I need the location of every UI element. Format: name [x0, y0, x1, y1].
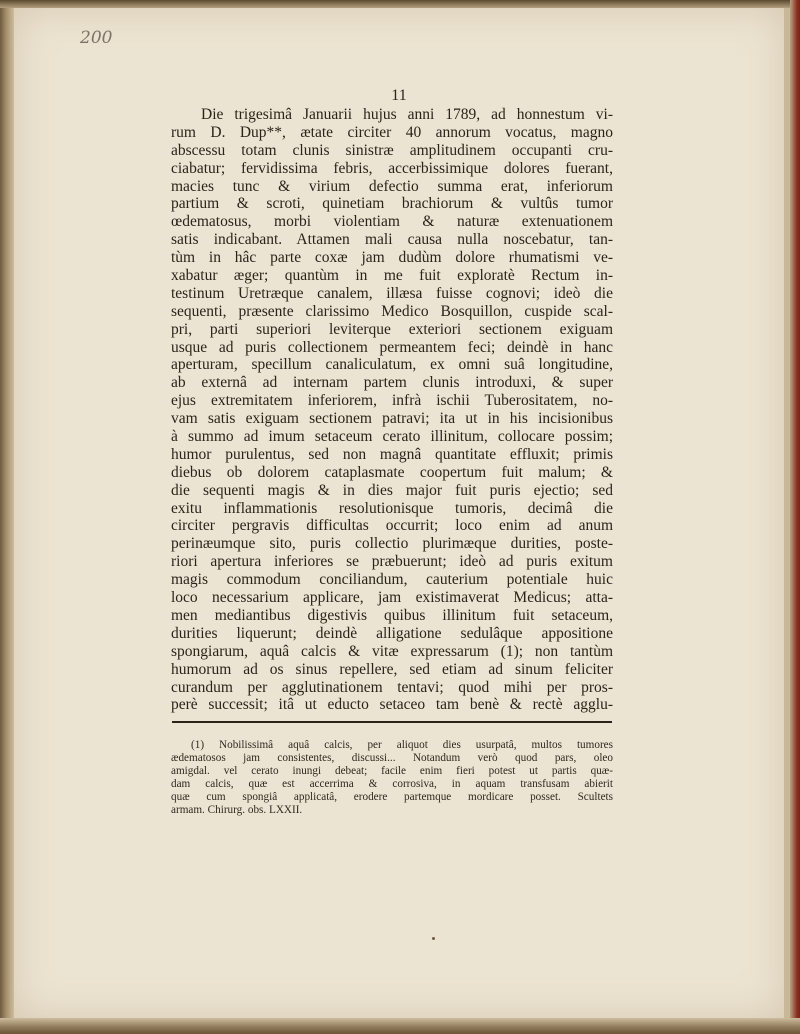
book-edge-right	[790, 0, 800, 1034]
paper-speck	[432, 937, 435, 940]
book-edge-top	[0, 0, 800, 8]
book-edge-bottom	[0, 1018, 800, 1034]
text-line: riori apertura inferiores se præbuerunt; ideò ad puris exitum	[171, 553, 613, 571]
text-line: die sequenti magis & in dies major fuit puris ejectio; sed	[171, 481, 613, 499]
text-line: abscessu totam clunis sinistræ amplitudinem occupanti cru-	[171, 141, 613, 159]
text-line: testinum Uretræque canalem, illæsa fuisse cognovi; ideò die	[171, 284, 613, 302]
main-text-block	[171, 106, 613, 714]
page-number: 11	[391, 87, 407, 104]
text-line: circiter pergravis difficultas occurrit; loco enim ad anum	[171, 517, 613, 535]
text-line: humorum ad os sinus repellere, sed etiam ad sinum feliciter	[171, 660, 613, 678]
text-line: œdematosus, morbi violentiam & naturæ extenuationem	[171, 213, 613, 231]
text-line: humor purulentus, sed non magnâ quantitate effluxit; primis	[171, 445, 613, 463]
text-line: satis indicabant. Attamen mali causa nulla noscebatur, tan-	[171, 231, 613, 249]
text-line: durities liquerunt; deindè alligatione sedulâque appositione	[171, 624, 613, 642]
text-line: ciabatur; fervidissima febris, accerbissimique dolores fuerant,	[171, 159, 613, 177]
text-line: ab externâ ad internam partem clunis introduxi, & super	[171, 374, 613, 392]
footnote-block	[171, 739, 613, 817]
text-line: perinæumque sito, puris collectio plurimæque durities, poste-	[171, 535, 613, 553]
text-line: men mediantibus digestivis quibus illinitum fuit setaceum,	[171, 606, 613, 624]
text-line: macies tunc & virium defectio summa erat, inferiorum	[171, 177, 613, 195]
text-line: sequenti, præsente clarissimo Medico Bosquillon, cuspide scal-	[171, 302, 613, 320]
text-line: pri, parti superiori leviterque exteriori sectionem exiguam	[171, 320, 613, 338]
book-binding-left	[0, 0, 14, 1034]
text-line: spongiarum, aquâ calcis & vitæ expressarum (1); non tantùm	[171, 642, 613, 660]
footnote-line: amigdal. vel cerato inungi debeat; facile enim fieri potest ut partis quæ-	[171, 765, 613, 777]
text-line: ejus extremitatem inferiorem, infrà ischii Tuberositatem, no-	[171, 392, 613, 410]
text-line: tùm in hâc parte coxæ jam dudùm dolore rhumatismi ve-	[171, 249, 613, 267]
text-line: Die trigesimâ Januarii hujus anni 1789, ad honnestum vi-	[201, 106, 613, 123]
footnote-line: quæ cum spongiâ applicatâ, erodere partemque mordicare posset. Scultets	[171, 791, 613, 803]
footnote-line: dam calcis, quæ est accerrima & corrosiva, in aquam transfusam abierit	[171, 778, 613, 790]
text-line: partium & scroti, quinetiam brachiorum & vultûs tumor	[171, 195, 613, 213]
handwritten-margin-mark: 200	[80, 28, 113, 48]
text-line: loco necessarium applicare, jam existimaverat Medicus; atta-	[171, 589, 613, 607]
text-line: xabatur æger; quantùm in me fuit exploratè Rectum in-	[171, 267, 613, 285]
footnote-line: (1) Nobilissimâ aquâ calcis, per aliquot dies usurpatâ, multos tumores	[191, 739, 613, 751]
text-line: aperturam, specillum canaliculatum, ex omni suâ longitudine,	[171, 356, 613, 374]
text-line: rum D. Dup**, ætate circiter 40 annorum vocatus, magno	[171, 123, 613, 141]
text-line: à summo ad imum setaceum cerato illinitum, collocare possim;	[171, 428, 613, 446]
text-line: diebus ob dolorem cataplasmate coopertum fuit malum; &	[171, 463, 613, 481]
text-line: usque ad puris collectionem permeantem feci; deindè in hanc	[171, 338, 613, 356]
text-line: magis commodum conciliandum, cauterium potentiale huic	[171, 571, 613, 589]
text-line: curandum per agglutinationem tentavi; quod mihi per pros-	[171, 678, 613, 696]
text-line: exitu inflammationis resolutionisque tumoris, decimâ die	[171, 499, 613, 517]
footnote-line: ædematosos jam consistentes, discussi... Notandum verò quod pars, oleo	[171, 752, 613, 764]
book-page	[14, 8, 784, 1018]
text-line: perè successit; itâ ut educto setaceo tam benè & rectè agglu-	[171, 696, 613, 714]
text-line: vam satis exiguam sectionem patravi; ita ut in his incisionibus	[171, 410, 613, 428]
footnote-separator-rule	[172, 721, 612, 723]
footnote-line: armam. Chirurg. obs. LXXII.	[171, 804, 303, 816]
